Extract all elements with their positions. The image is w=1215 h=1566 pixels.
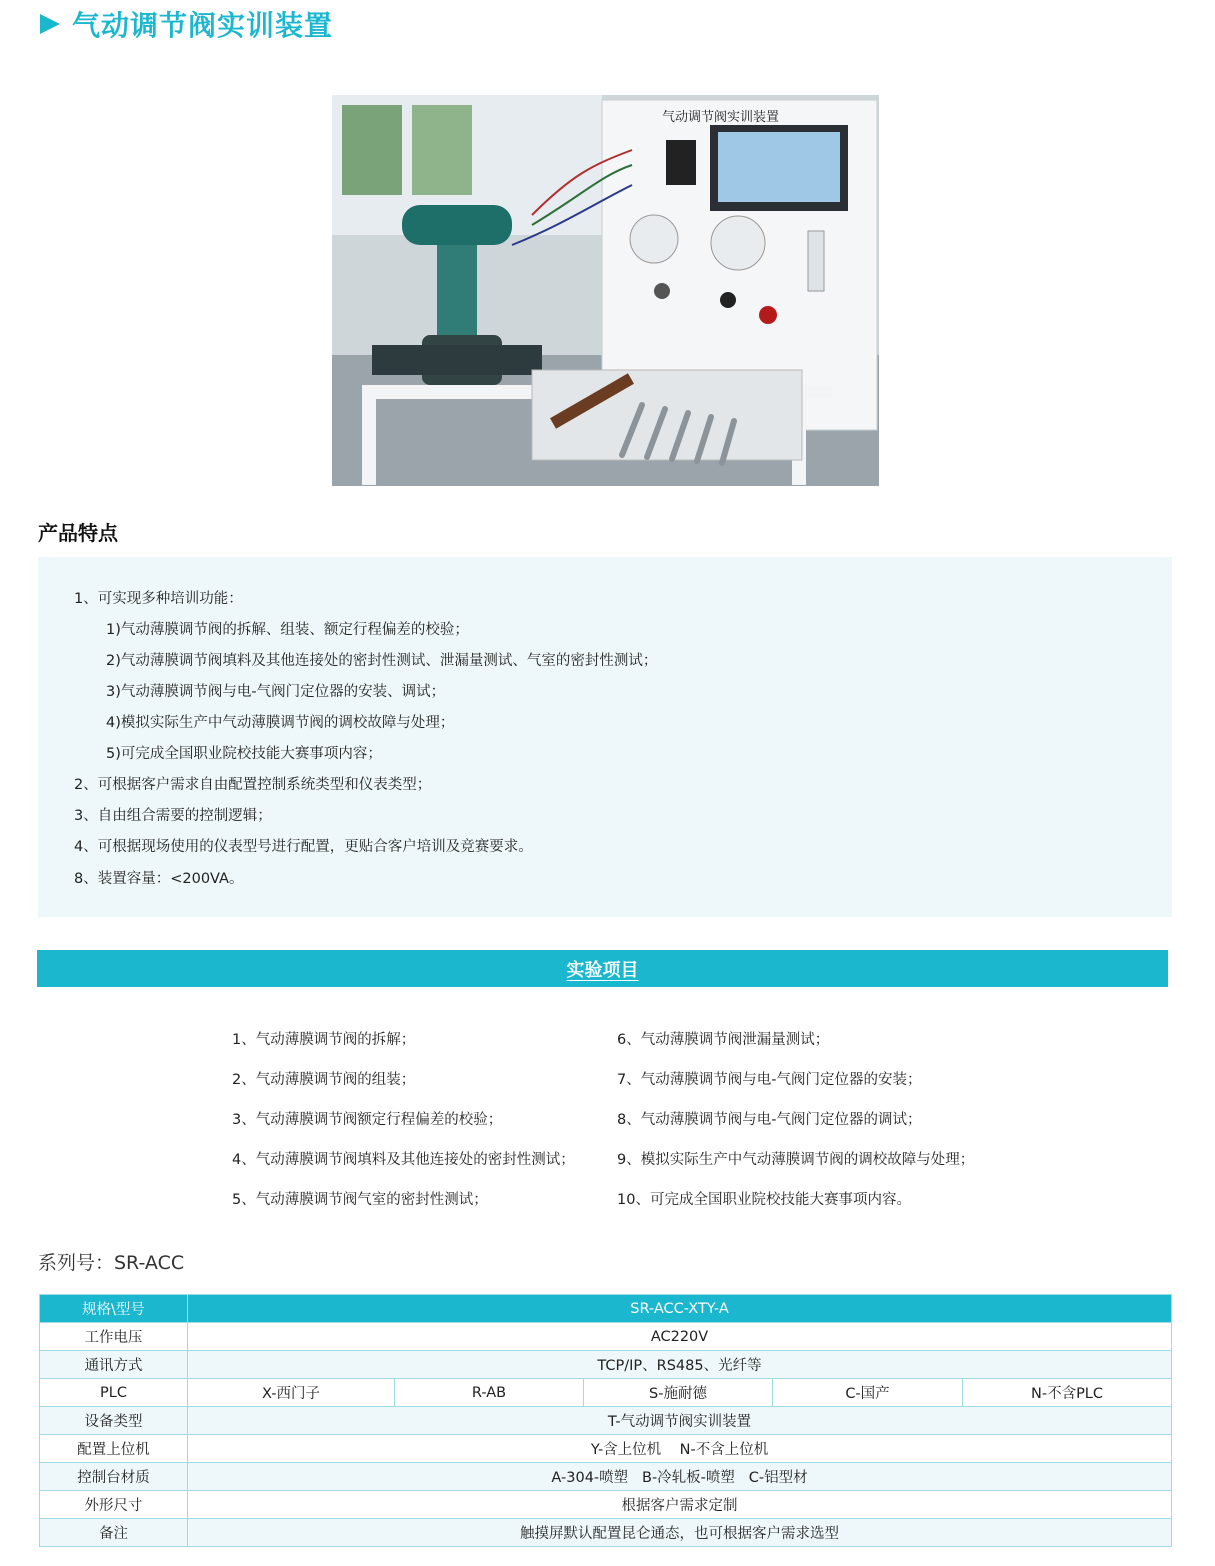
experiment-item: 7、气动薄膜调节阀与电-气阀门定位器的安装； xyxy=(617,1072,922,1088)
spec-label: 设备类型 xyxy=(40,1407,188,1435)
spec-option: R-AB xyxy=(395,1379,584,1407)
spec-table xyxy=(39,1294,1172,1547)
spec-option: S-施耐德 xyxy=(584,1379,773,1407)
table-row xyxy=(40,1463,1172,1491)
experiment-item: 10、可完成全国职业院校技能大赛事项内容。 xyxy=(617,1192,911,1208)
spec-label: PLC xyxy=(40,1379,188,1407)
feature-line: 4、可根据现场使用的仪表型号进行配置，更贴合客户培训及竞赛要求。 xyxy=(74,839,533,855)
experiment-item: 8、气动薄膜调节阀与电-气阀门定位器的调试； xyxy=(617,1112,922,1128)
feature-line: 3、自由组合需要的控制逻辑； xyxy=(74,808,272,824)
feature-line: 1)气动薄膜调节阀的拆解、组装、额定行程偏差的校验； xyxy=(106,622,469,638)
spec-label: 配置上位机 xyxy=(40,1435,188,1463)
features-panel xyxy=(38,557,1172,917)
features-heading: 产品特点 xyxy=(38,521,118,545)
experiments-header xyxy=(37,950,1168,987)
feature-line: 4)模拟实际生产中气动薄膜调节阀的调校故障与处理； xyxy=(106,715,455,731)
experiment-item: 9、模拟实际生产中气动薄膜调节阀的调校故障与处理； xyxy=(617,1152,975,1168)
table-row xyxy=(40,1323,1172,1351)
experiment-item: 2、气动薄膜调节阀的组装； xyxy=(232,1072,416,1088)
feature-line: 2)气动薄膜调节阀填料及其他连接处的密封性测试、泄漏量测试、气室的密封性测试； xyxy=(106,653,658,669)
spec-option: C-国产 xyxy=(773,1379,963,1407)
spec-option: X-西门子 xyxy=(188,1379,395,1407)
series-label: 系列号：SR-ACC xyxy=(38,1252,185,1274)
experiment-item: 5、气动薄膜调节阀气室的密封性测试； xyxy=(232,1192,488,1208)
spec-value: 根据客户需求定制 xyxy=(188,1491,1172,1519)
feature-line: 5)可完成全国职业院校技能大赛事项内容； xyxy=(106,746,382,762)
table-row xyxy=(40,1491,1172,1519)
photo-panel-title: 气动调节阀实训装置 xyxy=(662,110,780,125)
title-arrow-icon xyxy=(40,14,60,34)
page-title: 气动调节阀实训装置 xyxy=(72,9,334,42)
table-row xyxy=(40,1351,1172,1379)
spec-value: SR-ACC-XTY-A xyxy=(188,1295,1172,1323)
feature-line: 1、可实现多种培训功能： xyxy=(74,591,243,607)
spec-value: 触摸屏默认配置昆仑通态，也可根据客户需求选型 xyxy=(188,1519,1172,1547)
spec-option: N-不含PLC xyxy=(963,1379,1172,1407)
table-row xyxy=(40,1519,1172,1547)
feature-line: 2、可根据客户需求自由配置控制系统类型和仪表类型； xyxy=(74,777,432,793)
spec-label: 外形尺寸 xyxy=(40,1491,188,1519)
experiments-title: 实验项目 xyxy=(566,960,639,981)
spec-label: 控制台材质 xyxy=(40,1463,188,1491)
product-photo xyxy=(332,95,879,486)
table-row xyxy=(40,1379,1172,1407)
experiment-item: 3、气动薄膜调节阀额定行程偏差的校验； xyxy=(232,1112,503,1128)
spec-label: 通讯方式 xyxy=(40,1351,188,1379)
experiment-item: 6、气动薄膜调节阀泄漏量测试； xyxy=(617,1032,830,1048)
spec-value: A-304-喷塑 B-冷轧板-喷塑 C-铝型材 xyxy=(188,1463,1172,1491)
experiment-item: 4、气动薄膜调节阀填料及其他连接处的密封性测试； xyxy=(232,1152,575,1168)
spec-label: 备注 xyxy=(40,1519,188,1547)
feature-line: 8、装置容量：<200VA。 xyxy=(74,871,244,887)
spec-label: 工作电压 xyxy=(40,1323,188,1351)
experiment-item: 1、气动薄膜调节阀的拆解； xyxy=(232,1032,416,1048)
spec-value: Y-含上位机 N-不含上位机 xyxy=(188,1435,1172,1463)
table-row xyxy=(40,1435,1172,1463)
spec-value: AC220V xyxy=(188,1323,1172,1351)
spec-value: T-气动调节阀实训装置 xyxy=(188,1407,1172,1435)
table-row xyxy=(40,1407,1172,1435)
spec-label: 规格\型号 xyxy=(40,1295,188,1323)
spec-value: TCP/IP、RS485、光纤等 xyxy=(188,1351,1172,1379)
table-row xyxy=(40,1295,1172,1323)
feature-line: 3)气动薄膜调节阀与电-气阀门定位器的安装、调试； xyxy=(106,684,446,700)
